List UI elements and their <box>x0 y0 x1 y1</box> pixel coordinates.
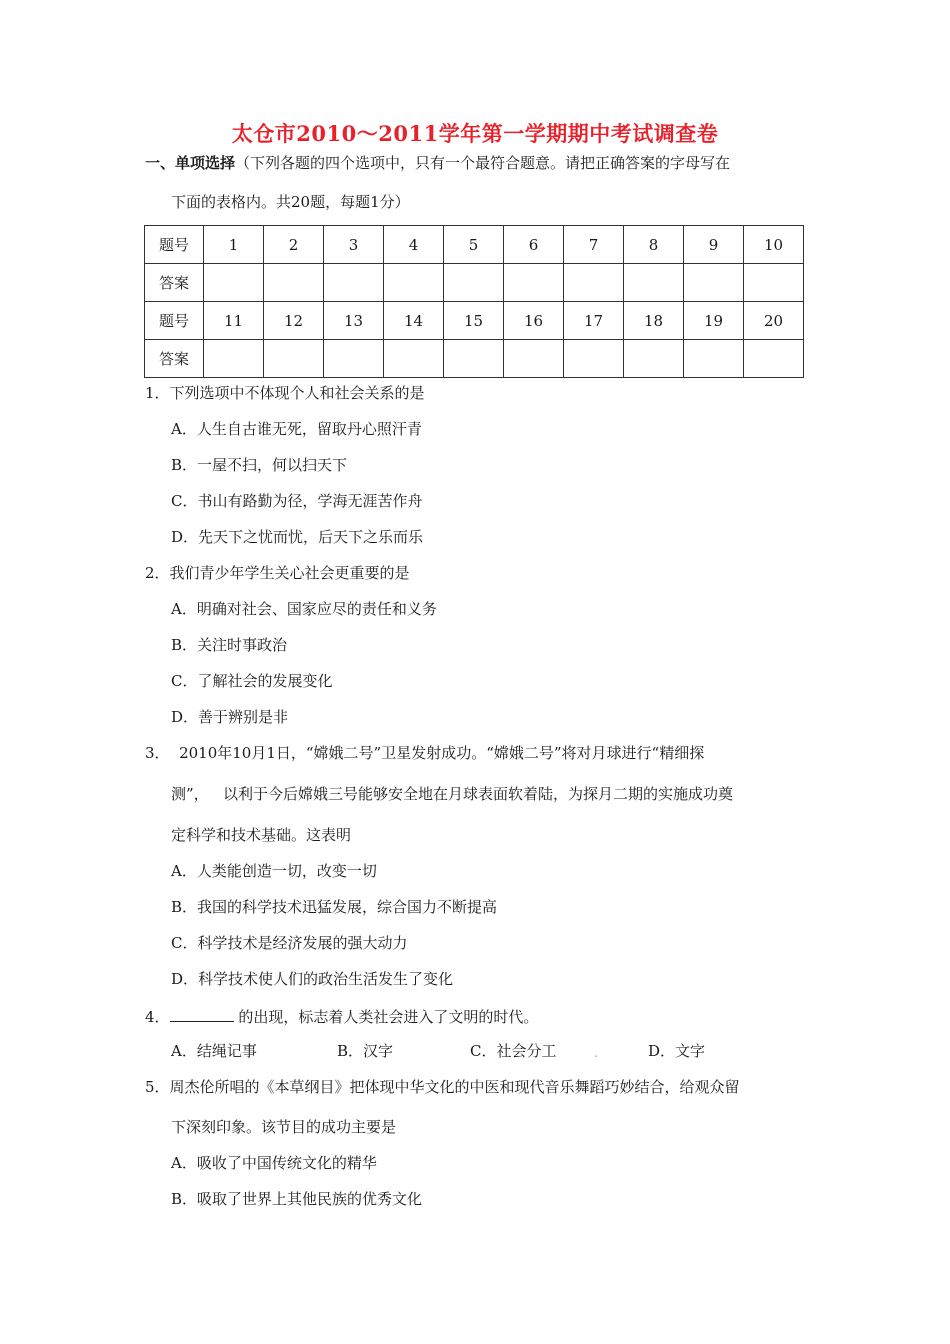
q1-stem: 1．下列选项中不体现个人和社会关系的是 <box>145 384 425 402</box>
question-number-row <box>145 226 804 264</box>
question-number-cell: 5 <box>444 226 504 264</box>
answer-cell[interactable] <box>564 264 624 302</box>
question-number-cell: 9 <box>684 226 744 264</box>
q2-option-a: A．明确对社会、国家应尽的责任和义务 <box>171 600 437 618</box>
answer-cell[interactable] <box>444 264 504 302</box>
answer-cell[interactable] <box>504 264 564 302</box>
question-number-cell: 1 <box>204 226 264 264</box>
section-desc-line1: （下列各题的四个选项中，只有一个最符合题意。请把正确答案的字母写在 <box>235 154 731 172</box>
question-number-cell: 6 <box>504 226 564 264</box>
q2-option-b: B．关注时事政治 <box>171 636 288 654</box>
q1-option-b: B．一屋不扫，何以扫天下 <box>171 456 348 474</box>
exam-title: 太仓市2010～2011学年第一学期期中考试调查卷 <box>231 121 719 146</box>
answer-cell[interactable] <box>204 264 264 302</box>
q4-stem-text: 的出现，标志着人类社会进入了文明的时代。 <box>233 1008 539 1026</box>
q4-stray-mark: . <box>594 1046 598 1060</box>
q5-option-b: B．吸取了世界上其他民族的优秀文化 <box>171 1190 423 1208</box>
question-number-cell: 11 <box>204 302 264 340</box>
q3-stem-line3: 定科学和技术基础。这表明 <box>171 826 352 844</box>
q4-option-b: B．汉字 <box>337 1042 394 1060</box>
question-number-cell: 12 <box>264 302 324 340</box>
q2-stem: 2．我们青少年学生关心社会更重要的是 <box>145 564 410 582</box>
answer-cell[interactable] <box>324 264 384 302</box>
question-number-cell: 2 <box>264 226 324 264</box>
section-head-label: 一、单项选择 <box>145 154 236 172</box>
section-desc-line2: 下面的表格内。共20题，每题1分） <box>171 193 410 211</box>
q4-number: 4． <box>145 1008 170 1026</box>
q3-option-c: C．科学技术是经济发展的强大动力 <box>171 934 408 952</box>
q3-stem-line1: 3． 2010年10月1日，“嫦娥二号”卫星发射成功。“嫦娥二号”将对月球进行“精细探 <box>145 744 705 762</box>
q3-option-d: D．科学技术使人们的政治生活发生了变化 <box>171 970 454 988</box>
answer-cell[interactable] <box>444 340 504 378</box>
answer-cell[interactable] <box>504 340 564 378</box>
row-label-number: 题号 <box>145 302 204 340</box>
answer-row <box>145 340 804 378</box>
q3-stem-line2: 测”， 以利于今后嫦娥三号能够安全地在月球表面软着陆，为探月二期的实施成功奠 <box>171 785 733 803</box>
row-label-number: 题号 <box>145 226 204 264</box>
question-number-cell: 13 <box>324 302 384 340</box>
answer-cell[interactable] <box>384 264 444 302</box>
question-number-cell: 19 <box>684 302 744 340</box>
answer-cell[interactable] <box>744 264 804 302</box>
row-label-answer: 答案 <box>145 340 204 378</box>
q5-stem-line2: 下深刻印象。该节目的成功主要是 <box>171 1118 397 1136</box>
answer-row <box>145 264 804 302</box>
answer-cell[interactable] <box>564 340 624 378</box>
answer-cell[interactable] <box>684 264 744 302</box>
answer-table <box>144 225 804 378</box>
question-number-cell: 7 <box>564 226 624 264</box>
question-number-cell: 16 <box>504 302 564 340</box>
question-number-cell: 4 <box>384 226 444 264</box>
row-label-answer: 答案 <box>145 264 204 302</box>
q4-stem <box>145 1005 538 1027</box>
answer-cell[interactable] <box>744 340 804 378</box>
answer-cell[interactable] <box>264 340 324 378</box>
answer-cell[interactable] <box>684 340 744 378</box>
question-number-cell: 18 <box>624 302 684 340</box>
q1-option-c: C．书山有路勤为径，学海无涯苦作舟 <box>171 492 423 510</box>
q4-option-c: C．社会分工 <box>470 1042 557 1060</box>
q5-option-a: A．吸收了中国传统文化的精华 <box>171 1154 377 1172</box>
q4-option-d: D．文字 <box>648 1042 706 1060</box>
question-number-cell: 20 <box>744 302 804 340</box>
question-number-cell: 8 <box>624 226 684 264</box>
q4-fill-blank[interactable] <box>170 1005 234 1022</box>
q2-option-d: D．善于辨别是非 <box>171 708 289 726</box>
q2-option-c: C．了解社会的发展变化 <box>171 672 333 690</box>
answer-cell[interactable] <box>624 264 684 302</box>
q5-stem-line1: 5．周杰伦所唱的《本草纲目》把体现中华文化的中医和现代音乐舞蹈巧妙结合，给观众留 <box>145 1078 740 1096</box>
q1-option-a: A．人生自古谁无死，留取丹心照汗青 <box>171 420 422 438</box>
q3-option-a: A．人类能创造一切，改变一切 <box>171 862 377 880</box>
answer-cell[interactable] <box>324 340 384 378</box>
question-number-cell: 10 <box>744 226 804 264</box>
question-number-cell: 3 <box>324 226 384 264</box>
section-heading <box>145 153 730 173</box>
q4-option-a: A．结绳记事 <box>171 1042 257 1060</box>
question-number-cell: 17 <box>564 302 624 340</box>
question-number-row <box>145 302 804 340</box>
q3-option-b: B．我国的科学技术迅猛发展，综合国力不断提高 <box>171 898 498 916</box>
answer-cell[interactable] <box>384 340 444 378</box>
answer-cell[interactable] <box>204 340 264 378</box>
question-number-cell: 14 <box>384 302 444 340</box>
answer-cell[interactable] <box>624 340 684 378</box>
q1-option-d: D．先天下之忧而忧，后天下之乐而乐 <box>171 528 424 546</box>
question-number-cell: 15 <box>444 302 504 340</box>
answer-cell[interactable] <box>264 264 324 302</box>
